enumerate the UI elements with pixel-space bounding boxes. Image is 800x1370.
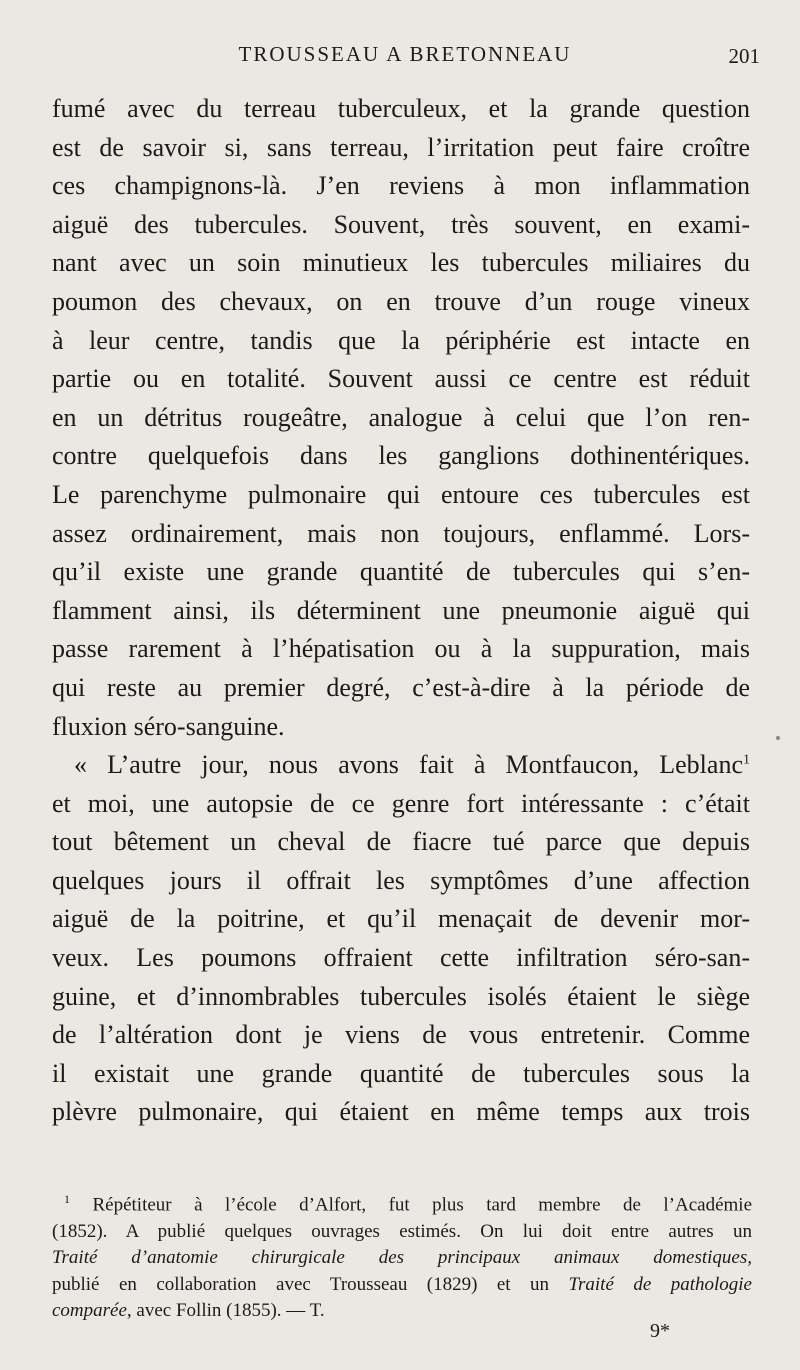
text-line: qui reste au premier degré, c’est-à-dire à la période de bbox=[52, 672, 750, 702]
footnote-text: publié en collaboration avec Trousseau (1829) et un bbox=[52, 1273, 569, 1295]
text-line: contre quelquefois dans les ganglions dothinentériques. bbox=[52, 441, 750, 471]
text-line: poumon des chevaux, on en trouve d’un rouge vineux bbox=[52, 286, 750, 316]
footnote bbox=[52, 1186, 752, 1325]
text-line: nant avec un soin minutieux les tubercules miliaires du bbox=[52, 248, 750, 278]
text-line: veux. Les poumons offraient cette infiltration séro-san- bbox=[52, 943, 750, 973]
text-line: et moi, une autopsie de ce genre fort intéressante : c’était bbox=[52, 788, 750, 818]
text-line: partie ou en totalité. Souvent aussi ce centre est réduit bbox=[52, 364, 750, 394]
page-header bbox=[52, 38, 758, 72]
body-text bbox=[52, 90, 750, 1132]
text-line: flamment ainsi, ils déterminent une pneumonie aiguë qui bbox=[52, 595, 750, 625]
text-line: tout bêtement un cheval de fiacre tué parce que depuis bbox=[52, 827, 750, 857]
footnote-line bbox=[52, 1298, 752, 1325]
text-line: aiguë des tubercules. Souvent, très souvent, en exami- bbox=[52, 209, 750, 239]
text-line: assez ordinairement, mais non toujours, enflammé. Lors- bbox=[52, 518, 750, 548]
footnote-marker: 1 bbox=[64, 1192, 70, 1206]
book-title: Traité d’anatomie chirurgicale des principaux animaux domestiques, bbox=[52, 1247, 752, 1269]
running-title: TROUSSEAU A BRETONNEAU bbox=[238, 42, 572, 66]
footnote-line bbox=[52, 1245, 752, 1272]
text-line: fluxion séro-sanguine. bbox=[52, 711, 285, 741]
footnote-reference: 1 bbox=[743, 752, 750, 768]
text-line: qu’il existe une grande quantité de tubercules qui s’en- bbox=[52, 557, 750, 587]
text-line: Le parenchyme pulmonaire qui entoure ces tubercules est bbox=[52, 479, 750, 509]
margin-speck bbox=[776, 736, 780, 740]
text-line: guine, et d’innombrables tubercules isolés étaient le siège bbox=[52, 981, 750, 1011]
footnote-text: avec Follin (1855). — T. bbox=[131, 1300, 325, 1322]
text-line: en un détritus rougeâtre, analogue à celui que l’on ren- bbox=[52, 402, 750, 432]
text-line bbox=[52, 746, 750, 785]
text-line: passe rarement à l’hépatisation ou à la suppuration, mais bbox=[52, 634, 750, 664]
text-line: à leur centre, tandis que la périphérie est intacte en bbox=[52, 325, 750, 355]
text-line: aiguë de la poitrine, et qu’il menaçait de devenir mor- bbox=[52, 904, 750, 934]
text-line: plèvre pulmonaire, qui étaient en même temps aux trois bbox=[52, 1097, 750, 1127]
text-line-content: « L’autre jour, nous avons fait à Montfaucon, Leblanc bbox=[74, 750, 743, 780]
text-line: est de savoir si, sans terreau, l’irritation peut faire croître bbox=[52, 132, 750, 162]
text-line: de l’altération dont je viens de vous entretenir. Comme bbox=[52, 1020, 750, 1050]
signature-mark: 9* bbox=[650, 1320, 670, 1342]
book-title: Traité de pathologie bbox=[568, 1273, 752, 1295]
footnote-line bbox=[52, 1186, 752, 1219]
text-line: ces champignons-là. J’en reviens à mon inflammation bbox=[52, 171, 750, 201]
text-line: fumé avec du terreau tuberculeux, et la grande question bbox=[52, 94, 750, 123]
text-line: quelques jours il offrait les symptômes d’une affection bbox=[52, 865, 750, 895]
text-line: il existait une grande quantité de tubercules sous la bbox=[52, 1058, 750, 1088]
page-number: 201 bbox=[728, 44, 760, 68]
footnote-text: Répétiteur à l’école d’Alfort, fut plus tard membre de l’Académie bbox=[92, 1194, 752, 1216]
footnote-line bbox=[52, 1272, 752, 1299]
footnote-line: (1852). A publié quelques ouvrages estimés. On lui doit entre autres un bbox=[52, 1220, 752, 1242]
book-title: comparée, bbox=[52, 1300, 132, 1322]
